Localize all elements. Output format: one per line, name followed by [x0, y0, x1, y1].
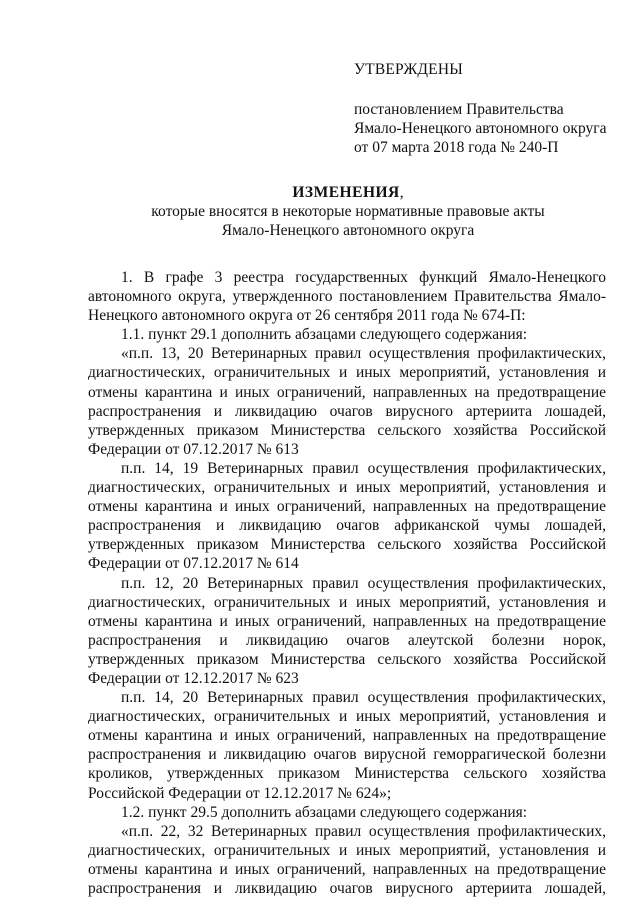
paragraph-1: 1. В графе 3 реестра государственных функций Ямало-Ненецкого автономного округа, утвержденного постановлением Правительства Ямало-Ненецкого автономного округа от 26 сентября 2011 года № 674-П:: [88, 269, 606, 325]
heading-subtitle-1: которые вносятся в некоторые нормативные правовые акты: [151, 203, 545, 220]
approval-block: [354, 60, 624, 157]
paragraph-1-2: 1.2. пункт 29.5 дополнить абзацами следующего содержания:: [121, 803, 528, 821]
paragraph-624: п.п. 14, 20 Ветеринарных правил осуществления профилактических, диагностических, ограничительных и иных мероприятий, установления и отмены карантина и иных ограничений, направленных на предотвращение распространения и ликвидацию очагов вирусной геморрагической болезни кроликов, утвержденных приказом Министерства сельского хозяйства Российской Федерации от 12.12.2017 № 624»;: [88, 689, 606, 802]
paragraph-quote-613: «п.п. 13, 20 Ветеринарных правил осуществления профилактических, диагностических, ограничительных и иных мероприятий, установления и отмены карантина и иных ограничений, направленных на предотвращение распространения и ликвидацию очагов вирусного артериита лошадей, утвержденных приказом Министерства сельского хозяйства Российской Федерации от 07.12.2017 № 613: [88, 345, 606, 458]
paragraph-623: п.п. 12, 20 Ветеринарных правил осуществления профилактических, диагностических, ограничительных и иных мероприятий, установления и отмены карантина и иных ограничений, направленных на предотвращение распространения и ликвидацию очагов алеутской болезни норок, утвержденных приказом Министерства сельского хозяйства Российской Федерации от 12.12.2017 № 623: [88, 574, 606, 687]
approval-line-3: от 07 марта 2018 года № 240-П: [354, 139, 559, 156]
paragraph-quote-continued: «п.п. 22, 32 Ветеринарных правил осуществления профилактических, диагностических, ограничительных и иных мероприятий, установления и отмены карантина и иных ограничений, направленных на предотвращение распространения и ликвидацию очагов вирусного артериита лошадей,: [88, 822, 606, 897]
approval-line-2: Ямало-Ненецкого автономного округа: [354, 120, 607, 137]
document-heading: [88, 183, 608, 240]
document-body: [88, 268, 606, 898]
heading-title: ИЗМЕНЕНИЯ: [292, 184, 400, 201]
approval-line-1: постановлением Правительства: [354, 101, 564, 118]
heading-subtitle-2: Ямало-Ненецкого автономного округа: [221, 222, 475, 239]
paragraph-1-1: 1.1. пункт 29.1 дополнить абзацами следующего содержания:: [121, 326, 528, 344]
paragraph-614: п.п. 14, 19 Ветеринарных правил осуществления профилактических, диагностических, ограничительных и иных мероприятий, установления и отмены карантина и иных ограничений, направленных на предотвращение распространения и ликвидацию очагов африканской чумы лошадей, утвержденных приказом Министерства сельского хозяйства Российской Федерации от 07.12.2017 № 614: [88, 459, 606, 573]
heading-title-line: [88, 183, 608, 202]
approval-title: УТВЕРЖДЕНЫ: [354, 61, 463, 78]
heading-title-suffix: ,: [399, 184, 404, 201]
